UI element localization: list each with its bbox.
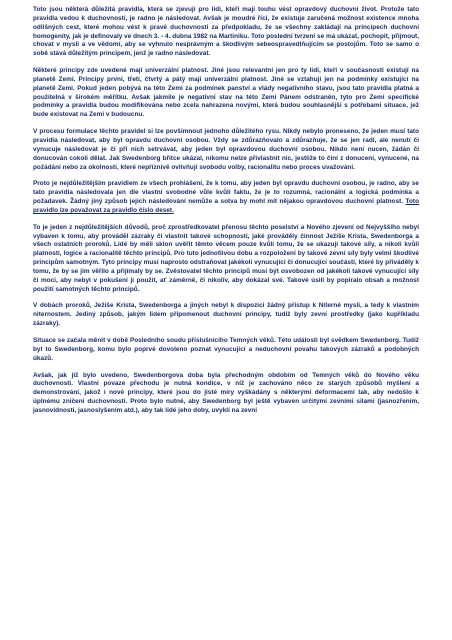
paragraph-7-text: Situace se začala měnit v době Posledního soudu příslušnícího Temných věků. Této události byl svědkem Swedenborg. Tudíž byl to Swedenborg, komu bylo poprvé dovoleno poznat vynucující a neduchovní povahu takových zázraků a podobných úkazů. xyxy=(33,337,419,362)
paragraph-5 xyxy=(33,224,419,295)
paragraph-7 xyxy=(33,337,419,364)
paragraph-3-text: V procesu formulace těchto pravidel si lze povšimnout jednoho důležitého rysu. Nikdy nebylo proneseno, že jeden musí tato pravidla následovat, aby byl opravdu duchovní osobou. Vždy se zdůrazňovalo a zdůrazňuje, že se jen radí, ale nenutí či vynucuje následovat je či při nich setrvávat, aby jeden byl opravdovou duchovní osobou. Nikdo není nucen, žádán či donucován cokoli dělat. Jak Swedenborg břitce ukázal, nikomu nelze přivlastnit nic, jestliže to činí z donucení, vynucené, na požádání nebo za okolností, které nepříznivě ovlivňují svobodu volby, racionalitu nebo proces uvažování. xyxy=(33,128,419,171)
paragraph-1 xyxy=(33,6,419,59)
paragraph-2-text: Některé principy zde uvedené mají univerzální platnost. Jiné jsou relevantní jen pro ty lidi, kteří v současnosti existují na planetě Zemi. Principy první, třetí, čtvrtý a pátý mají univerzální platnost. Jiné se vztahují jen na podmínky existující na planetě Zemi. Pokud jeden pobývá na této Zemi za podmínek panství a vlády negativního stavu, jsou tato pravidla platná a použitelná v širokém měřítku. Avšak jakmile je negativní stav na této Zemi Pánem odstraněn, tyto pro Zemi specifické podmínky a pravidla budou modifikována nebo zcela nahrazena novými, která budou souhlasnější s potřebami situace, jež bude existovat na Zemi v budoucnu. xyxy=(33,67,419,119)
paragraph-1-text: Toto jsou některá důležitá pravidla, která se zjevují pro lidi, kteří mají touhu vést opravdový duchovní život. Protože tato pravidla vedou k duchovnosti, je radno je následovat. Avšak je moudré říci, že existuje zaručená možnost existence mnoha odlišných cest, které mohou vést k pravé duchovnosti za předpokladu, že se všechny zakládají na principech duchovní homogenity, jak je definovaly ve dnech 3. - 4. dubna 1982 na Martiniku. Toto poslední tvrzení se má ukázat, pochopit, přijmout, chovat v mysli a ve vědomí, aby se vyhnulo nesprávným a škodlivým sebeospravedlňujícím se postojům. Toto se samo o sobě stává důležitým principem, jenž je radno následovat. xyxy=(33,6,419,58)
paragraph-6-text: V dobách proroků, Ježíše Krista, Swedenborga a jiných nebyl k dispozici žádný přístup k Niterné mysli, a tedy k vlastním niternostem. Jediný způsob, jakým lidem připomenout duchovní principy, tudíž byly zevní prostředky (jako kupříkladu zázraky). xyxy=(33,302,419,328)
paragraph-2 xyxy=(33,67,419,120)
document-page xyxy=(33,6,419,424)
paragraph-3 xyxy=(33,128,419,172)
paragraph-5-text: To je jeden z nejdůležitějších důvodů, proč zprostředkovatel přenosu těchto poselství a Nového zjevení od Nejvyššího nebyl vybaven k tomu, aby prováděl zázraky či vlastnit takové schopnosti, jaké prováděly činnost Ježíše Krista, Swedenborga a všech ostatních proroků. Lidé by měli sklon uvěřit těmto věcem pouze kvůli tomu, že se ukazují takové síly, a nikoli kvůli platnosti, logice a racionalitě těchto principů. Pro tuto jednotlivou dobu a rozpoložení by takové zevní síly byly velmi škodlivé principům samotným. Tyto principy musí naprosto odstraňovat jakékoli vynucující či donucující součásti, které by přiváděly k tomu, že by se jim věřilo a přijímaly by se. Zvěstovatel těchto principů musí být osvobozen od jakékoli takové vynucující síly či moci, aby nebyl v pokušení ji použít, ať záměrně, či nikoliv, aby dokázal své. Takové úsilí by popíralo obsah a možnost použití samotných těchto principů. xyxy=(33,223,419,293)
paragraph-4 xyxy=(33,180,419,215)
paragraph-6 xyxy=(33,302,419,329)
paragraph-8-text: Avšak, jak již bylo uvedeno, Swedenborgova doba byla přechodným obdobím od Temných věků do Nového věku duchovnosti. Vlastní povaze přechodu je nutná kondice, v níž je zachováno něco ze starých způsobů myšlení a demonstrování, jakož i nové principy, které jsou do jisté míry vyškádány s některými deformacemi tak, aby nedošlo k úplnému zničení duchovnosti. Proto bylo nutné, aby Swedenborg byl ještě vybaven určitými zevními silami (jasnozřením, jasnovidností, jasnoslyšením atd.), aby tak lidé jeho doby, uvyklí na zevní xyxy=(33,371,419,414)
paragraph-8 xyxy=(33,372,419,416)
paragraph-4-text: Proto je nejdůležitějším pravidlem ze všech prohlášení, že k tomu, aby jeden byl opravdu duchovní osobou, je radno, aby se tato pravidla následovala jen dle vlastní svobodné vůle kvůli faktu, že je to rozumná, racionální a logická podmínka a požadavek. Žádný jiný způsob jejich následování nemůže a sotva by mohl mít nějakou opravdovou duchovní platnost. xyxy=(33,180,419,206)
rule-ten-underlined: Toto pravidlo lze považovat za pravidlo číslo deset. xyxy=(33,198,419,214)
